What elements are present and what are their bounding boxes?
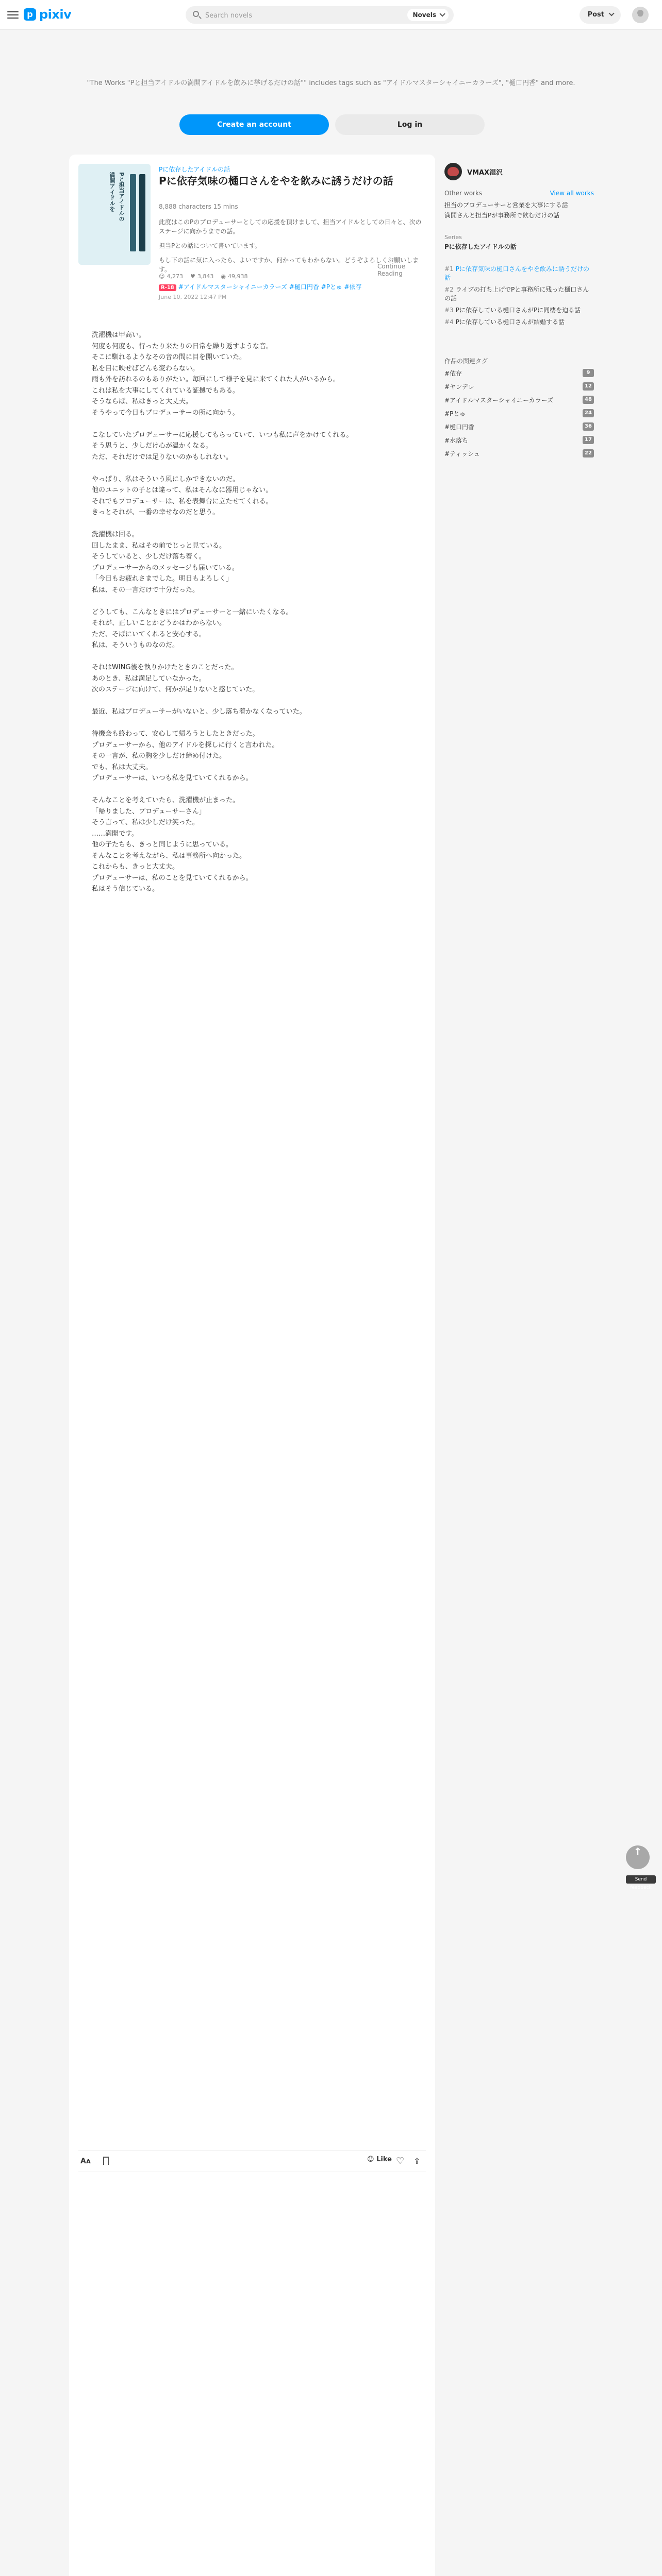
list-item[interactable]: 満開さんと担当Pが事務所で飲むだけの話 [444, 212, 560, 219]
author-name[interactable]: VMAX湿沢 [467, 168, 503, 177]
tag-item[interactable]: #ヤンデレ 12 [444, 381, 594, 392]
reader-action-bar [78, 2150, 426, 2172]
tag-count: 9 [583, 369, 594, 377]
heart-icon[interactable]: ♡ [396, 2156, 405, 2166]
tag-count: 48 [583, 396, 594, 404]
cover-text-line: 満開アイドルを [109, 172, 115, 212]
share-icon[interactable]: ⇪ [413, 2156, 421, 2166]
bookmark-icon[interactable] [101, 2156, 111, 2166]
thumb-icon: ☺ [367, 2156, 377, 2163]
cover-image[interactable] [78, 164, 151, 265]
likes-stat: ☺ 4,273 [159, 273, 183, 280]
novel-card [69, 155, 435, 2576]
work-summary [78, 164, 426, 302]
tag-item[interactable]: #Pとゅ 24 [444, 408, 594, 418]
heart-icon: ♥ [190, 273, 195, 280]
author-avatar[interactable] [444, 163, 462, 180]
menu-icon[interactable] [7, 9, 19, 21]
series-name[interactable]: Pに依存したアイドルの話 [444, 243, 517, 250]
chevron-down-icon [439, 11, 445, 16]
tag-item[interactable]: #樋口円香 36 [444, 421, 594, 432]
post-button[interactable]: Post [580, 6, 621, 24]
tag-item[interactable]: #依存 9 [444, 368, 594, 378]
work-stats [159, 273, 247, 280]
pixiv-logo[interactable] [24, 7, 71, 22]
series-item[interactable]: #2 ライブの打ち上げでPと事務所に残った樋口さんの話 [444, 286, 589, 302]
related-tags-label: 作品の関連タグ [444, 358, 488, 365]
r18-badge: R-18 [159, 284, 176, 291]
posted-date: June 10, 2022 12:47 PM [159, 294, 227, 300]
search-bar [186, 6, 454, 24]
caption-line: 此度はこのPのプロデューサーとしての応援を頂けまして、担当アイドルとしての日々と、次のステージに向かうまでの話。 [159, 218, 422, 235]
tag-count: 17 [583, 436, 594, 444]
tag-item[interactable]: #アイドルマスターシャイニーカラーズ 48 [444, 395, 594, 405]
series-label: Series [444, 234, 462, 241]
tag-item[interactable]: #水落ち 17 [444, 435, 594, 445]
top-header [0, 0, 662, 30]
work-title: Pに依存気味の樋口さんをやを飲みに誘うだけの話 [159, 175, 393, 187]
author-block[interactable] [444, 163, 503, 180]
logo-text: pixiv [39, 7, 72, 22]
cover-text-line: Pと担当アイドルの [118, 172, 125, 222]
like-icon: ☺ [159, 273, 165, 280]
caption-line: 担当Pとの話について書いています。 [159, 242, 261, 249]
search-scope-select[interactable]: Novels [407, 9, 449, 21]
tag-count: 36 [583, 422, 594, 431]
chevron-down-icon [608, 10, 614, 16]
send-feedback-button[interactable]: Send feedback [626, 1875, 656, 1884]
tag-intro-text: "The Works "Pと担当アイドルの満開アイドルを飲みに挙げるだけの話"" includes tags such as "アイドルマスターシャイニーカラーズ", "樋口円香" and more. [87, 79, 575, 87]
login-button[interactable]: Log in [335, 114, 485, 135]
other-works-list [444, 200, 594, 221]
work-meta: 8,888 characters 15 mins [159, 203, 238, 210]
like-button[interactable]: ☺ Like [367, 2156, 392, 2163]
tag-count: 24 [583, 409, 594, 417]
other-works-header [444, 190, 594, 197]
series-item[interactable]: #4 Pに依存している樋口さんが結婚する話 [444, 318, 565, 326]
tag-count: 12 [583, 382, 594, 391]
bookmarks-stat: ♥ 3,843 [190, 273, 214, 280]
tag-item[interactable]: #ティッシュ 22 [444, 448, 594, 459]
search-icon [193, 11, 199, 17]
views-stat: ◉ 49,938 [221, 273, 248, 280]
series-list [444, 265, 594, 330]
view-all-works-link[interactable]: View all works [550, 190, 594, 197]
tag-line[interactable]: R-18 #アイドルマスターシャイニーカラーズ #樋口円香 #Pとゅ #依存 [159, 282, 362, 291]
series-link[interactable]: Pに依存したアイドルの話 [159, 166, 230, 173]
series-item[interactable]: #3 Pに依存している樋口さんがPに同棲を迫る話 [444, 307, 581, 314]
eye-icon: ◉ [221, 273, 226, 280]
continue-reading-link[interactable]: Continue Reading [377, 263, 405, 277]
related-tags-list [444, 368, 594, 462]
search-input[interactable] [204, 6, 412, 25]
user-avatar[interactable] [632, 7, 649, 23]
text-size-icon[interactable]: Aᴀ [80, 2157, 91, 2165]
tag-count: 22 [583, 449, 594, 457]
series-item[interactable]: #1 Pに依存気味の樋口さんをやを飲みに誘うだけの話 [444, 265, 589, 281]
scroll-top-button[interactable]: ↑ [626, 1845, 650, 1869]
other-works-label: Other works [444, 190, 483, 197]
list-item[interactable]: 担当のプロデューサーと営業を大事にする話 [444, 201, 568, 209]
caption-line: もし下の話に気に入ったら、よいですか、何かってもわからない。どうぞよろしくお願いします。 [159, 257, 419, 273]
novel-body: 洗濯機は甲高い。 何度も何度も、行ったり来たりの日常を繰り返すような音。 そこに馴れるようなその音の間に目を開いていた。 私を目に映せばどんも変わらない。 雨も外を訪れるのもありがたい。毎回にして様子を見に来てくれた人がいるから。 これは私を大事にしてくれている証拠でもある。 そうならば、私はきっと大丈夫。 そうやって今日もプロデューサーの所に向かう。 こなしていたプロデューサーに応援してもらっていて、いつも私に声をかけてくれる。 そう思うと、少しだけ心が温かくなる。 ただ、それだけでは足りないのかもしれない。 やっぱり、私はそういう風にしかできないのだ。 他のユニットの子とは違って、私はそんなに器用じゃない。 それでもプロデューサーは、私を表舞台に立たせてくれる。 きっとそれが、一番の幸せなのだと思う。 洗濯機は回る。 回したまま、私はその前でじっと見ている。 そうしていると、少しだけ落ち着く。 プロデューサーからのメッセージも届いている。 「今日もお疲れさまでした。明日もよろしく」 私は、その一言だけで十分だった。 どうしても、こんなときにはプロデューサーと一緒にいたくなる。 それが、正しいことかどうかはわからない。 ただ、そばにいてくれると安心する。 私は、そういうものなのだ。 それはWING後を執りかけたときのことだった。 あのとき、私は満足していなかった。 次のステージに向けて、何かが足りないと感じていた。 最近、私はプロデューサーがいないと、少し落ち着かなくなっていた。 待機会も終わって、安心して帰ろうとしたときだった。 プロデューサーから、他のアイドルを探しに行くと言われた。 その一言が、私の胸を少しだけ締め付けた。 でも、私は大丈夫。 プロデューサーは、いつも私を見ていてくれるから。 そんなことを考えていたら、洗濯機が止まった。 「帰りました、プロデューサーさん」 そう言って、私は少しだけ笑った。 ……満開です。 他の子たちも、きっと同じように思っている。 そんなことを考えながら、私は事務所へ向かった。 これからも、きっと大丈夫。 プロデューサーは、私のことを見ていてくれるから。 私はそう信じている。 [92, 331, 353, 893]
create-account-button[interactable]: Create an account [179, 114, 329, 135]
logo-mark: p [24, 8, 36, 21]
